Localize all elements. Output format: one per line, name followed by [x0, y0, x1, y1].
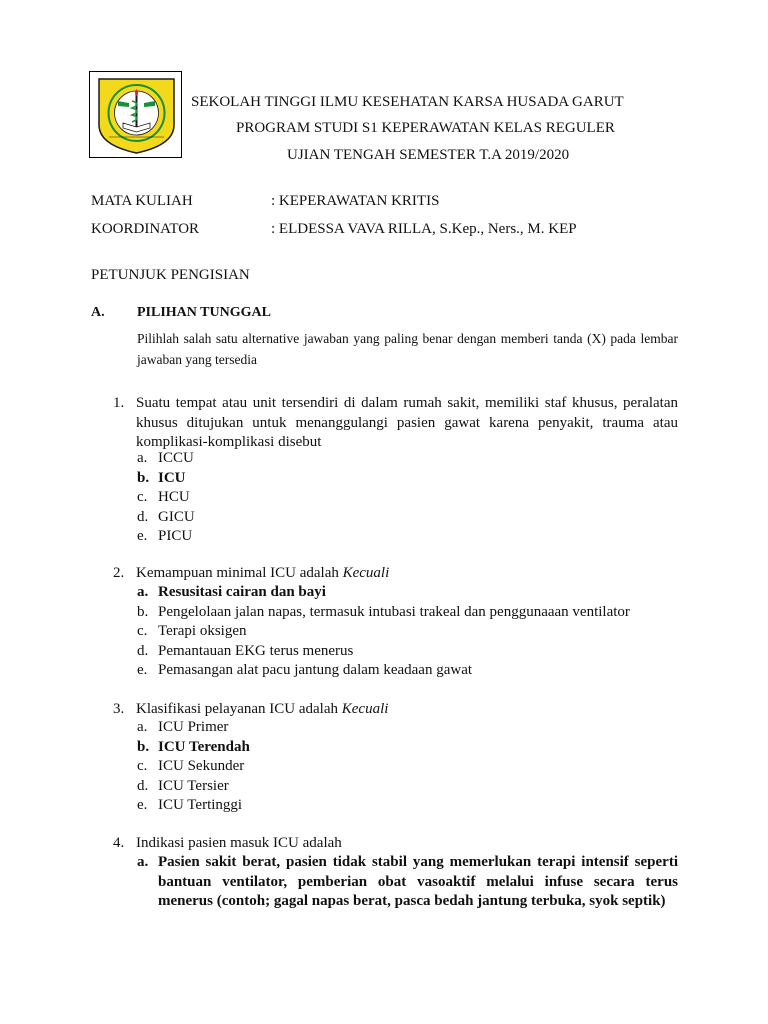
option-c: c. ICU Sekunder [137, 758, 245, 774]
header-exam: UJIAN TENGAH SEMESTER T.A 2019/2020 [287, 147, 570, 163]
section-title: PILIHAN TUNGGAL [137, 305, 271, 320]
option-a-correct: Pasien sakit berat, pasien tidak stabil yang memerlukan terapi intensif seperti bantuan ventilator, pemberian obat vasoaktif melalui infuse secara terus menerus (contoh; gagal napas berat, pasca bedah jantung terbuka, syok septik) [158, 854, 678, 909]
option-b-correct: b. ICU Terendah [137, 738, 250, 755]
option-c: c. Terapi oksigen [137, 623, 247, 639]
option-b: b. Pengelolaan jalan napas, termasuk intubasi trakeal dan penggunaaan ventilator [137, 603, 630, 620]
header-program: PROGRAM STUDI S1 KEPERAWATAN KELAS REGULER [236, 120, 615, 136]
question-4 [113, 834, 678, 854]
option-e: e. PICU [137, 528, 193, 544]
option-a: a. ICU Primer [137, 719, 229, 735]
section-letter: A. [91, 305, 105, 320]
question-text: Indikasi pasien masuk ICU adalah [136, 835, 342, 851]
question-1 [113, 394, 678, 453]
option-c: c. HCU [137, 489, 190, 505]
question-1-options [137, 449, 195, 547]
question-text: Klasifikasi pelayanan ICU adalah Kecuali [136, 701, 389, 717]
question-4-options [137, 853, 678, 912]
question-number: 3. [113, 701, 125, 717]
question-number: 4. [113, 835, 125, 851]
coordinator-label: KOORDINATOR [91, 221, 200, 237]
question-3-options [137, 718, 250, 816]
college-logo [91, 73, 182, 158]
option-e: e. Pemasangan alat pacu jantung dalam keadaan gawat [137, 662, 473, 678]
option-d: d. GICU [137, 508, 195, 525]
logo-frame [89, 71, 182, 158]
coordinator-value: : ELDESSA VAVA RILLA, S.Kep., Ners., M. KEP [271, 221, 577, 237]
question-3 [113, 700, 678, 720]
instructions-title: PETUNJUK PENGISIAN [91, 267, 250, 283]
question-text: Suatu tempat atau unit tersendiri di dalam rumah sakit, memiliki staf khusus, peralatan khusus ditujukan untuk menanggulangi pasien gawat karena penyakit, trauma atau komplikasi-komplikasi disebut [136, 395, 678, 450]
question-2-options [137, 583, 630, 681]
option-d: d. Pemantauan EKG terus menerus [137, 642, 354, 659]
option-b-correct: b. ICU [137, 469, 186, 486]
course-label: MATA KULIAH [91, 193, 193, 209]
question-emphasis: Kecuali [341, 701, 389, 717]
question-2 [113, 564, 678, 584]
question-number: 1. [113, 395, 125, 411]
header-institution: SEKOLAH TINGGI ILMU KESEHATAN KARSA HUSADA GARUT [191, 94, 624, 110]
question-text: Kemampuan minimal ICU adalah Kecuali [136, 565, 390, 581]
option-a: a. ICCU [137, 450, 194, 466]
option-d: d. ICU Tersier [137, 777, 229, 794]
option-a-correct: a. Resusitasi cairan dan bayi [137, 584, 326, 600]
question-emphasis: Kecuali [342, 565, 390, 581]
course-value: : KEPERAWATAN KRITIS [271, 193, 440, 209]
option-e: e. ICU Tertinggi [137, 797, 243, 813]
question-number: 2. [113, 565, 125, 581]
option-letter: a. [137, 854, 149, 870]
section-instruction: Pilihlah salah satu alternative jawaban yang paling benar dengan memberi tanda (X) pada lembar jawaban yang tersedia [137, 331, 678, 367]
